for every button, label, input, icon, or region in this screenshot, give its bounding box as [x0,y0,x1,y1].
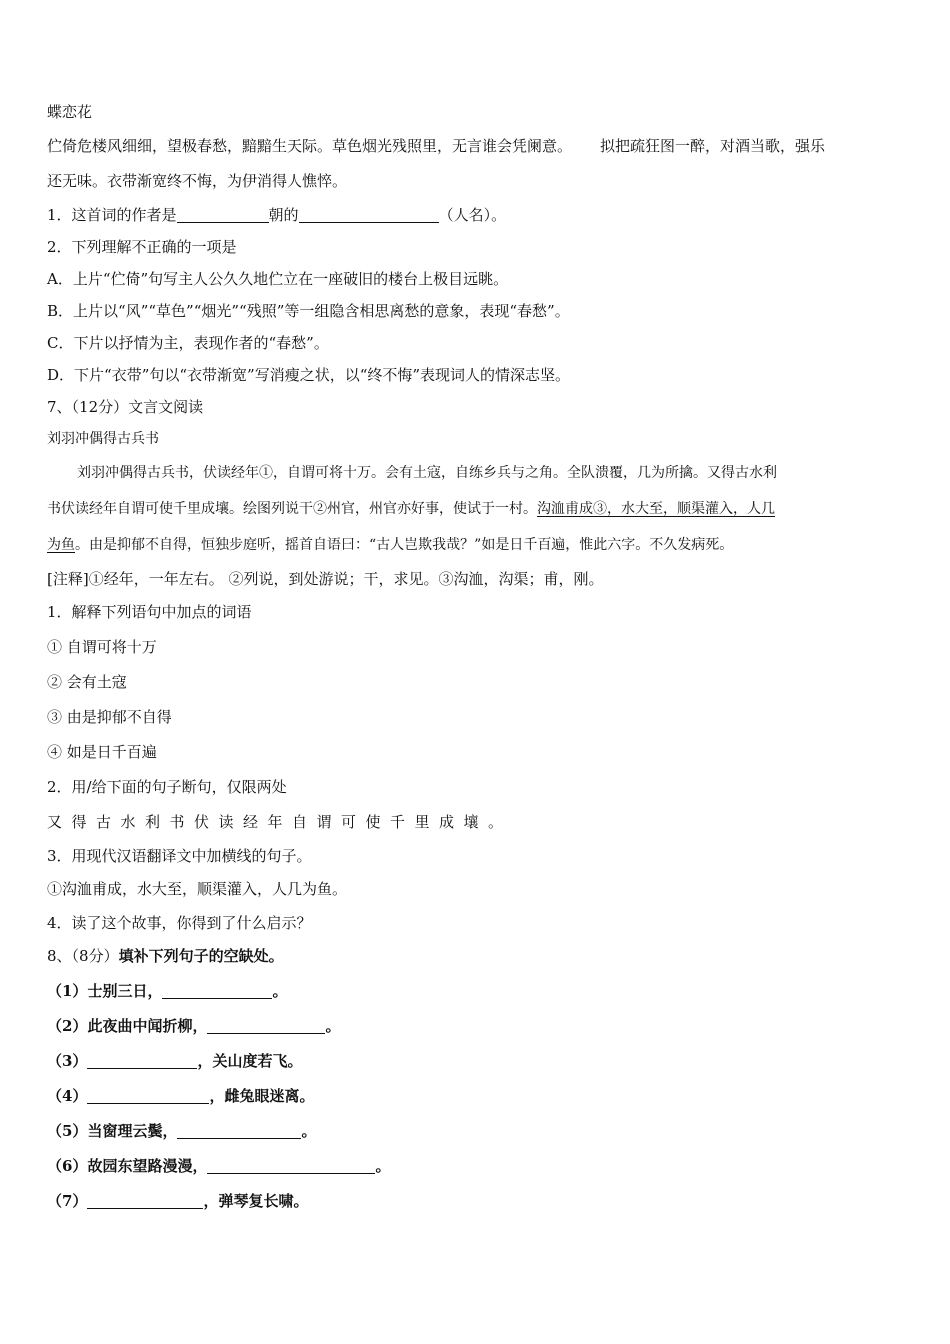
answer-blank[interactable] [299,204,439,223]
annotation-note: [注释]①经年，一年左右。 ②列说，到处游说；干，求见。③沟洫，沟渠；甫，刚。 [47,570,604,588]
answer-blank[interactable] [87,1050,197,1069]
fill-item-text: 故园东望路漫漫， [87,1157,208,1175]
fill-item-text: 。 [375,1157,391,1175]
answer-blank[interactable] [162,980,272,999]
underlined-sentence: 沟洫甫成③，水大至，顺渠灌入，人几 [537,501,775,517]
answer-blank[interactable] [177,1120,301,1139]
fill-item-3 [47,1044,907,1079]
fill-item-number: （1） [47,982,88,1000]
question-1-mid: 朝的 [268,206,299,224]
question-2-stem: 2．下列理解不正确的一项是 [47,238,237,256]
answer-blank[interactable] [87,1190,203,1209]
option-d: D．下片“衣带”句以“衣带渐宽”写消瘦之状，以“终不悔”表现词人的情深志坚。 [47,366,571,384]
poem-line-1 [47,128,907,164]
question-8-heading [47,939,907,974]
fill-item-text: 。 [325,1017,341,1035]
sub-question-1-item-3: ③ 由是抑郁不自得 [47,708,172,726]
fill-item-text: ，弹琴复长啸。 [203,1192,309,1210]
option-a: A．上片“伫倚”句写主人公久久地伫立在一座破旧的楼台上极目远眺。 [47,270,509,288]
answer-blank[interactable] [87,1085,209,1104]
sub-question-3-stem: 3．用现代汉语翻译文中加横线的句子。 [47,847,312,865]
answer-blank[interactable] [177,204,269,223]
fill-item-1 [47,974,907,1009]
fill-item-number: （3） [47,1052,88,1070]
fill-item-6 [47,1149,907,1184]
underlined-sentence-end: 为鱼 [47,537,75,553]
passage-para-1: 刘羽冲偶得古兵书，伏读经年①，自谓可将十万。会有土寇，自练乡兵与之角。全队溃覆，几为所擒。又得古水利 [77,465,777,481]
question-1-suffix: （人名）。 [438,206,507,224]
fill-item-text: ，雌兔眼迷离。 [209,1087,315,1105]
fill-item-text: 当窗理云鬓， [87,1122,178,1140]
answer-blank[interactable] [207,1155,375,1174]
passage-para-2a: 书伏读经年自谓可使千里成壤。绘图列说干②州官，州官亦好事，使试于一村。 [47,501,537,517]
fill-item-2 [47,1009,907,1044]
passage-para-2 [47,491,907,527]
fill-item-text: ，关山度若飞。 [197,1052,303,1070]
question-8-prefix: 8、（8分） [47,947,119,965]
question-7-heading: 7、（12分）文言文阅读 [47,398,204,416]
sub-question-3-item: ①沟洫甫成，水大至，顺渠灌入，人几为鱼。 [47,880,348,898]
sub-question-1-stem: 1．解释下列语句中加点的词语 [47,603,252,621]
sub-question-2-stem: 2．用/给下面的句子断句，仅限两处 [47,778,287,796]
passage-title: 刘羽冲偶得古兵书 [47,431,159,447]
poem-line-1a: 伫倚危楼风细细，望极春愁，黯黯生天际。草色烟光残照里，无言谁会凭阑意。 [47,137,573,155]
poem-line-1b: 拟把疏狂图一醉，对酒当歌，强乐 [600,137,826,155]
fill-item-5 [47,1114,907,1149]
sub-question-2-sentence: 又得古水利书伏读经年自谓可使千里成壤。 [47,813,513,831]
fill-item-text: 。 [272,982,288,1000]
option-c: C．下片以抒情为主，表现作者的“春愁”。 [47,334,329,352]
fill-item-7 [47,1184,907,1219]
sub-question-1-item-2: ② 会有土寇 [47,673,127,691]
fill-item-number: （5） [47,1122,88,1140]
answer-blank[interactable] [207,1015,325,1034]
sub-question-1-item-1: ① 自谓可将十万 [47,638,157,656]
passage-para-3 [47,527,907,563]
fill-item-text: 此夜曲中闻折柳， [87,1017,208,1035]
passage-para-3b: 。由是抑郁不自得，恒独步庭听，摇首自语曰：“古人岂欺我哉？”如是日千百遍，惟此六字。不久发病死。 [75,537,734,553]
fill-item-4 [47,1079,907,1114]
sub-question-1-item-4: ④ 如是日千百遍 [47,743,157,761]
fill-item-number: （4） [47,1087,88,1105]
fill-item-text: 士别三日， [87,982,163,1000]
question-1 [47,199,907,231]
poem-line-2: 还无味。衣带渐宽终不悔，为伊消得人憔悴。 [47,172,348,190]
fill-item-number: （2） [47,1017,88,1035]
option-b: B．上片以“风”“草色”“烟光”“残照”等一组隐含相思离愁的意象，表现“春愁”。 [47,302,570,320]
question-1-prefix: 1．这首词的作者是 [47,206,177,224]
fill-item-number: （6） [47,1157,88,1175]
document-page [47,96,907,1219]
fill-item-text: 。 [301,1122,317,1140]
question-8-instruction: 填补下列句子的空缺处。 [118,947,284,965]
fill-item-number: （7） [47,1192,88,1210]
poem-title: 蝶恋花 [47,103,93,121]
sub-question-4-stem: 4．读了这个故事，你得到了什么启示？ [47,914,312,932]
